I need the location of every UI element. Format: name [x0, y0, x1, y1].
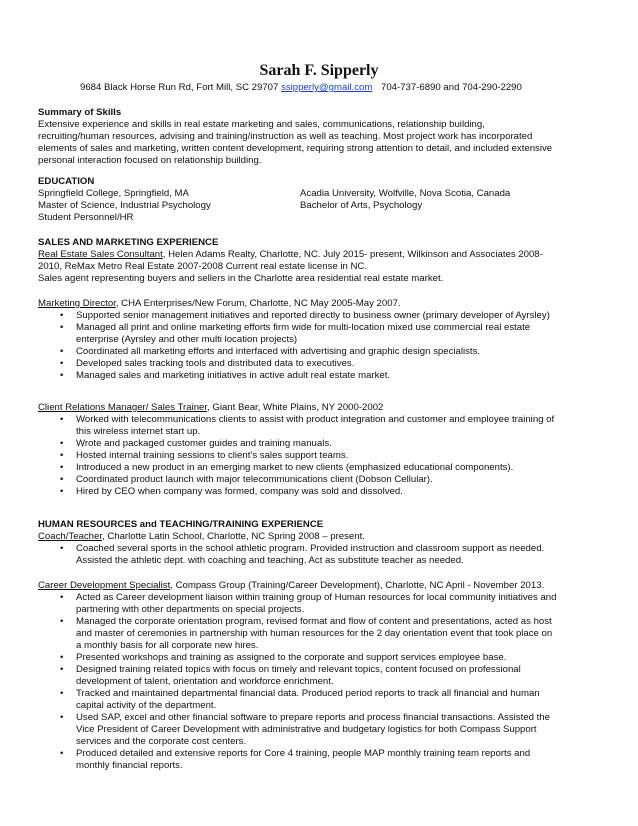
bullet-item: • Coordinated product launch with major telecommunications client (Dobson Cellular). — [38, 474, 598, 486]
bullet-item: • Coordinated all marketing efforts and interfaced with advertising and graphic design specialists. — [38, 346, 598, 358]
job-details: , Giant Bear, White Plains, NY 2000-2002 — [207, 402, 384, 413]
education-row — [38, 212, 598, 224]
bullet-item: • Presented workshops and training as assigned to the corporate and support services employee base. — [38, 652, 598, 664]
education-right: Bachelor of Arts, Psychology — [300, 200, 423, 211]
bullet-item: • Introduced a new product in an emerging market to new clients (emphasized educational components). — [38, 462, 598, 474]
job-title: Marketing Director — [38, 298, 116, 309]
job-title: Client Relations Manager/ Sales Trainer — [38, 402, 208, 413]
bullet-list — [38, 310, 598, 382]
summary-line: elements of sales and marketing, written content development, requiring strong attention to detail, and included extensive — [38, 143, 553, 154]
summary-section — [38, 107, 598, 167]
job-details: , Helen Adams Realty, Charlotte, NC. July 2015- present, Wilkinson and Associates 2008- — [162, 249, 543, 260]
job-details: , Compass Group (Training/Career Development), Charlotte, NC April - November 2013. — [170, 580, 545, 591]
bullet-item: • Managed the corporate orientation program, revised format and flow of content and presentations, acted as host and master of ceremonies in partnership with human resources for the 2 day orientation event that took place on a monthly basis for all corporate new hires. — [38, 616, 598, 652]
job-title: Real Estate Sales Consultant — [38, 249, 163, 260]
job-title: Career Development Specialist — [38, 580, 171, 591]
sales-heading: SALES AND MARKETING EXPERIENCE — [38, 237, 219, 248]
bullet-item: • Developed sales tracking tools and distributed data to executives. — [38, 358, 598, 370]
education-section — [38, 176, 598, 224]
education-left: Student Personnel/HR — [38, 212, 134, 223]
job-line: Sales agent representing buyers and sellers in the Charlotte area residential real estate market. — [38, 273, 444, 284]
education-left: Master of Science, Industrial Psychology — [38, 200, 211, 211]
phones: 704-737-6890 and 704-290-2290 — [381, 82, 522, 93]
sales-section — [38, 237, 598, 285]
job-details: , Charlotte Latin School, Charlotte, NC Spring 2008 – present. — [102, 531, 365, 542]
contact-line — [80, 82, 522, 94]
hr-heading: HUMAN RESOURCES and TEACHING/TRAINING EXPERIENCE — [38, 519, 324, 530]
bullet-list — [38, 543, 598, 567]
education-right: Acadia University, Wolfville, Nova Scotia, Canada — [300, 188, 511, 199]
job-marketing-director — [38, 298, 598, 382]
education-left: Springfield College, Springfield, MA — [38, 188, 189, 199]
education-row — [38, 188, 598, 200]
bullet-item: • Managed sales and marketing initiatives in active adult real estate market. — [38, 370, 598, 382]
hr-section — [38, 519, 598, 567]
bullet-item: • Supported senior management initiatives and reported directly to business owner (primary developer of Ayrsley) — [38, 310, 598, 322]
job-heading — [38, 298, 598, 310]
bullet-item: • Produced detailed and extensive reports for Core 4 training, people MAP monthly training team reports and monthly financial reports. — [38, 748, 598, 772]
job-line: 2010, ReMax Metro Real Estate 2007-2008 Current real estate license in NC. — [38, 261, 368, 272]
job-details: , CHA Enterprises/New Forum, Charlotte, NC May 2005-May 2007. — [115, 298, 401, 309]
address: 9684 Black Horse Run Rd, Fort Mill, SC 29707 — [80, 82, 279, 93]
job-heading — [38, 249, 598, 261]
bullet-item: • Coached several sports in the school athletic program. Provided instruction and classroom support as needed. Assisted the athletic dept. with coaching and teaching. Act as substitute teacher as needed. — [38, 543, 598, 567]
bullet-item: • Managed all print and online marketing efforts firm wide for multi-location mixed use commercial real estate enterprise (Ayrsley and other multi location projects) — [38, 322, 598, 346]
bullet-item: • Worked with telecommunications clients to assist with product integration and customer and employee training of this wireless internet start up. — [38, 414, 598, 438]
job-career-development — [38, 580, 598, 772]
summary-line: Extensive experience and skills in real estate marketing and sales, communications, relationship building, — [38, 119, 485, 130]
job-heading — [38, 531, 598, 543]
summary-line: personal interaction focused on relationship building. — [38, 155, 262, 166]
bullet-item: • Wrote and packaged customer guides and training manuals. — [38, 438, 598, 450]
email-link[interactable]: ssipperly@gmail.com — [281, 82, 373, 93]
job-title: Coach/Teacher — [38, 531, 102, 542]
education-heading: EDUCATION — [38, 176, 95, 187]
resume-name: Sarah F. Sipperly — [259, 62, 379, 79]
bullet-item: • Tracked and maintained departmental financial data. Produced period reports to track all financial and human capital activity of the department. — [38, 688, 598, 712]
bullet-list — [38, 414, 598, 498]
education-row — [38, 200, 598, 212]
summary-heading: Summary of Skills — [38, 107, 122, 118]
bullet-item: • Hired by CEO when company was formed, company was sold and dissolved. — [38, 486, 598, 498]
bullet-list — [38, 592, 598, 772]
job-heading — [38, 580, 598, 592]
bullet-item: • Used SAP, excel and other financial software to prepare reports and process financial transactions. Assisted the Vice President of Career Development with administrative and budgetary logistics for both Compass Support services and the corporate cost centers. — [38, 712, 598, 748]
job-heading — [38, 402, 598, 414]
job-client-relations — [38, 402, 598, 498]
bullet-item: • Hosted internal training sessions to client’s sales support teams. — [38, 450, 598, 462]
bullet-item: • Acted as Career development liaison within training group of Human resources for local community initiatives and partnering with other departments on special projects. — [38, 592, 598, 616]
bullet-item: • Designed training related topics with focus on timely and relevant topics, content focused on professional development of talent, orientation and workforce enrichment. — [38, 664, 598, 688]
summary-line: recruiting/human resources, advising and training/instruction as well as teaching. Most project work has incorporated — [38, 131, 533, 142]
